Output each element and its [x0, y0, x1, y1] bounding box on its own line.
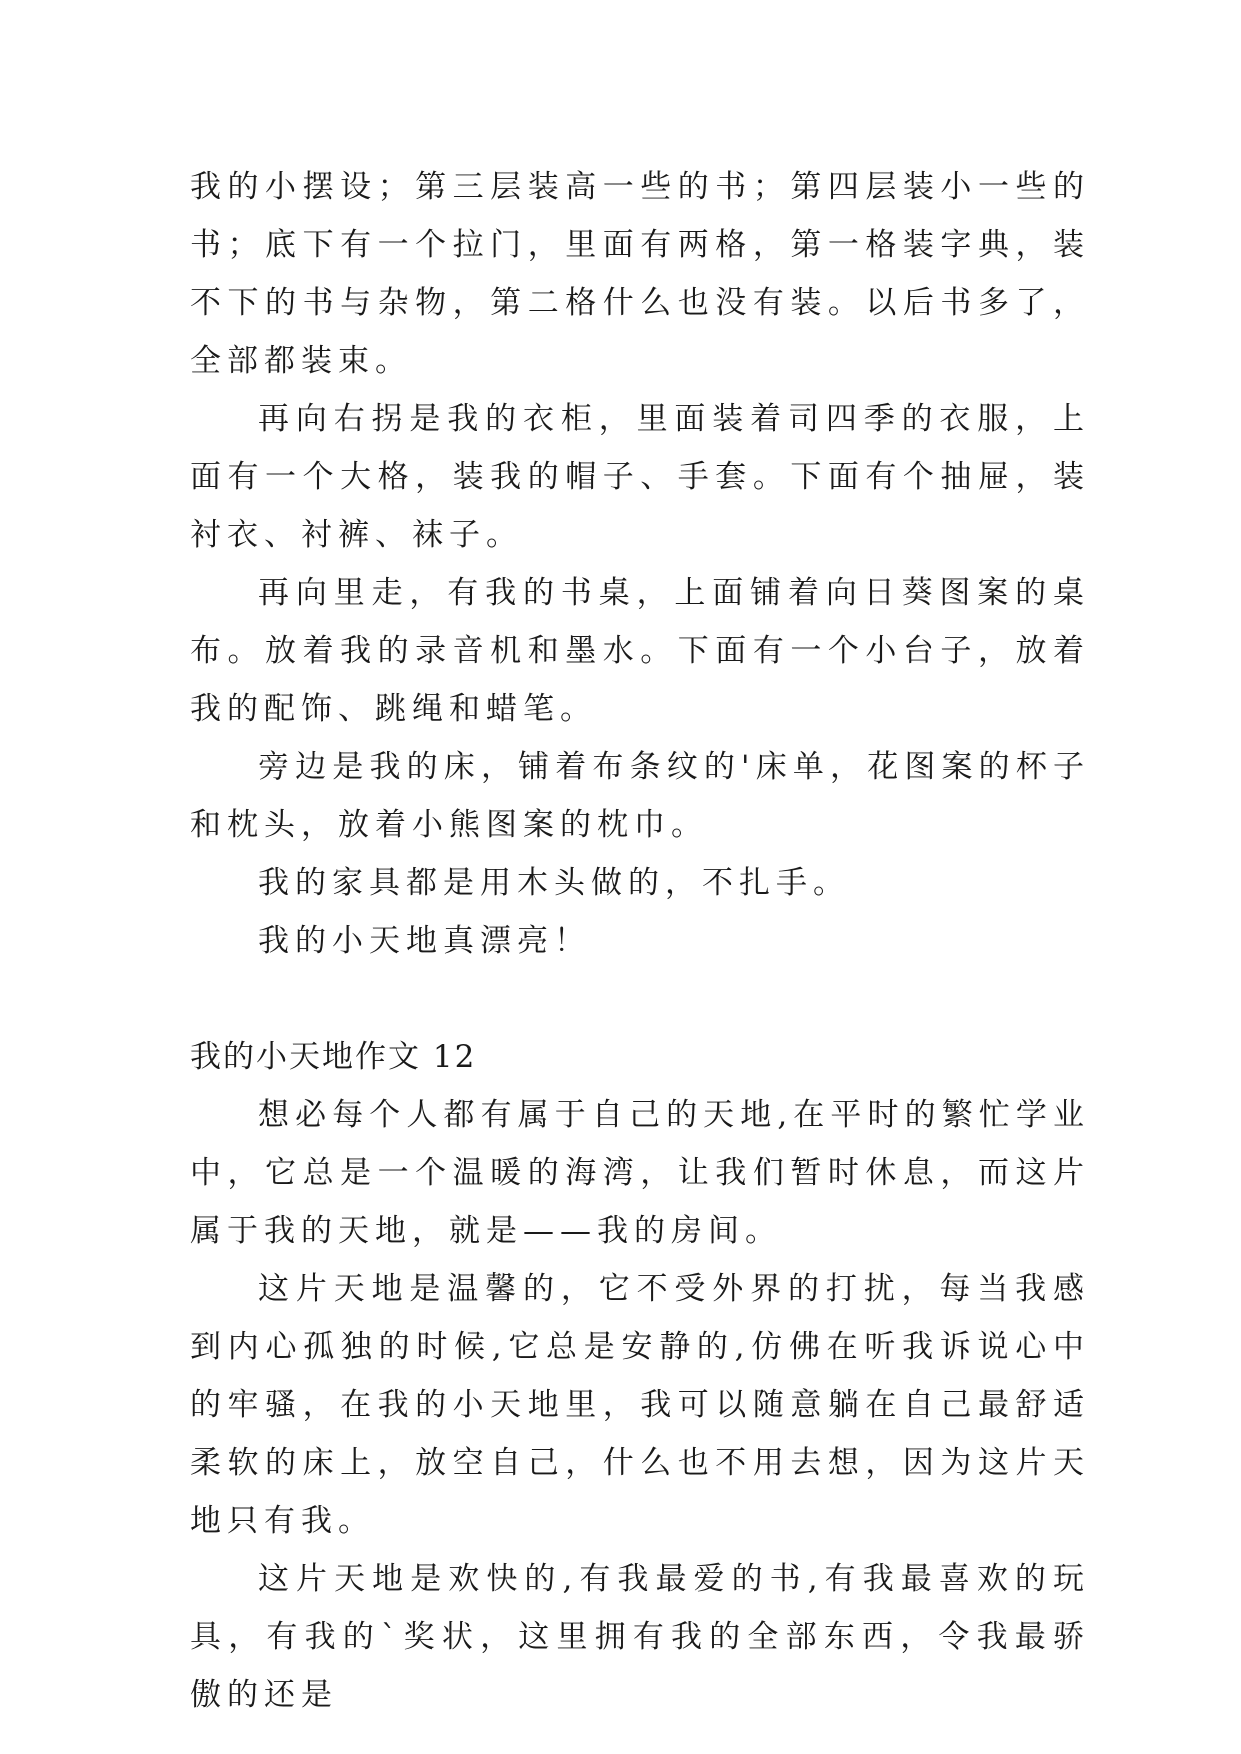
section-gap: [190, 970, 1090, 1028]
paragraph-bed: 旁边是我的床，铺着布条纹的'床单，花图案的杯子和枕头，放着小熊图案的枕巾。: [190, 749, 1090, 843]
paragraph-warm: 这片天地是温馨的，它不受外界的打扰，每当我感到内心孤独的时候,它总是安静的,仿佛在听我诉说心中的牢骚，在我的小天地里，我可以随意躺在自己最舒适柔软的床上，放空自己，什么也不用去想，因为这片天地只有我。: [190, 1271, 1090, 1539]
paragraph-furniture: 我的家具都是用木头做的，不扎手。: [258, 865, 850, 901]
paragraph-continuation: 我的小摆设；第三层装高一些的书；第四层装小一些的书；底下有一个拉门，里面有两格，第一格装字典，装不下的书与杂物，第二格什么也没有装。以后书多了，全部都装束。: [190, 169, 1090, 379]
document-body: [190, 158, 1090, 1724]
paragraph-desk: 再向里走，有我的书桌，上面铺着向日葵图案的桌布。放着我的录音机和墨水。下面有一个小台子，放着我的配饰、跳绳和蜡笔。: [190, 575, 1090, 727]
paragraph-joyful: 这片天地是欢快的,有我最爱的书,有我最喜欢的玩具，有我的`奖状，这里拥有我的全部东西，令我最骄傲的还是: [190, 1561, 1090, 1713]
paragraph-conclusion: 我的小天地真漂亮！: [258, 923, 591, 959]
paragraph-wardrobe: 再向右拐是我的衣柜，里面装着司四季的衣服，上面有一个大格，装我的帽子、手套。下面有个抽屉，装衬衣、衬裤、袜子。: [190, 401, 1090, 553]
paragraph-intro: 想必每个人都有属于自己的天地,在平时的繁忙学业中，它总是一个温暖的海湾，让我们暂时休息，而这片属于我的天地，就是——我的房间。: [190, 1097, 1090, 1249]
section-title: 我的小天地作文 12: [190, 1039, 477, 1075]
